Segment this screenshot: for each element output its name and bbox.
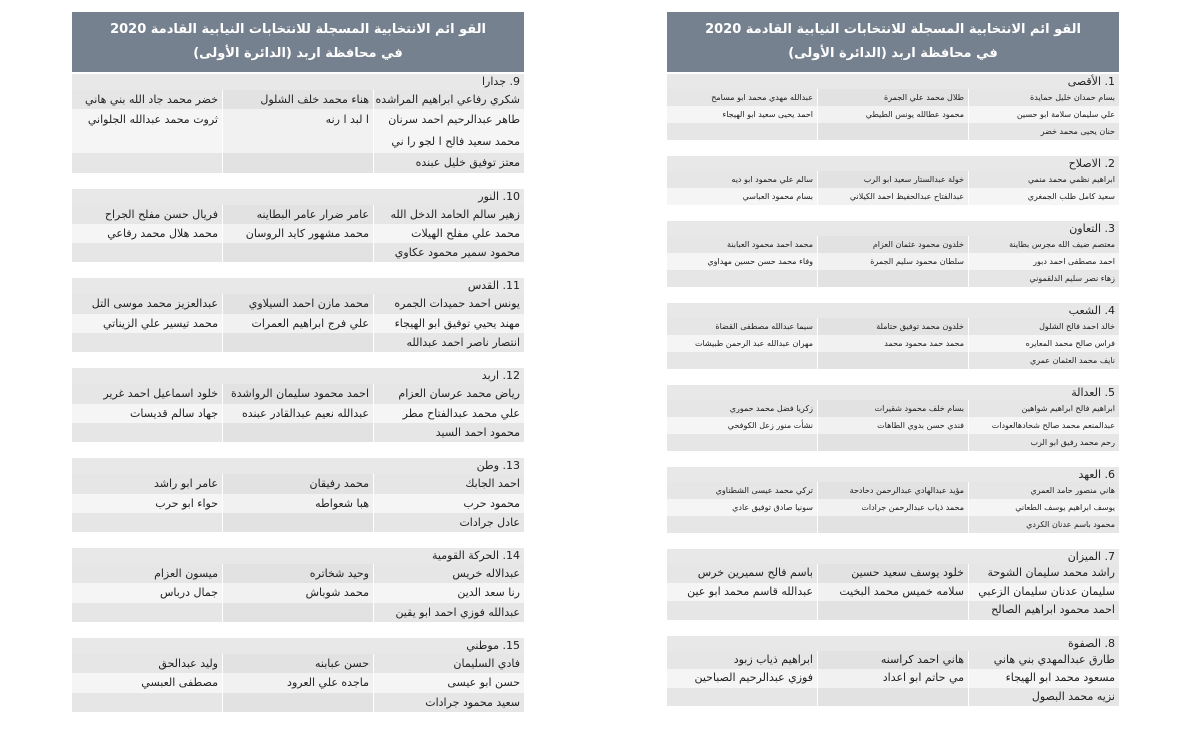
candidate-name-cell: [71, 153, 222, 172]
candidate-name-cell: علي فرج ابراهيم العمرات: [222, 314, 373, 333]
lists-container: [72, 74, 524, 712]
list-title: 13. وطن: [72, 458, 524, 474]
candidate-name-cell: خلدون محمود عثمان العزام: [817, 236, 968, 253]
candidate-name-cell: [71, 693, 222, 712]
table-row: [667, 270, 1119, 287]
candidate-name-cell: [666, 601, 817, 620]
candidate-name-cell: وفاء محمد حسن حسين مهداوي: [666, 253, 817, 270]
candidate-name-cell: خلدون محمد توفيق حتاملة: [817, 318, 968, 335]
candidate-name-cell: بسام محمود العباسي: [666, 188, 817, 205]
table-row: [667, 688, 1119, 707]
candidate-name-cell: علي سليمان سلامة ابو حسين: [968, 106, 1119, 123]
candidate-name-cell: [71, 423, 222, 442]
candidate-name-cell: [666, 516, 817, 533]
table-row: [667, 417, 1119, 434]
table-row: [667, 253, 1119, 270]
candidate-name-cell: [222, 603, 373, 622]
candidate-name-cell: احمد محمود سليمان الرواشدة: [222, 384, 373, 403]
candidate-name-cell: عامر ابو راشد: [71, 474, 222, 493]
candidate-name-cell: زهاء نصر سليم الدلقموني: [968, 270, 1119, 287]
candidate-name-cell: انتصار ناصر احمد عبدالله: [373, 333, 524, 352]
table-row: [72, 494, 524, 513]
candidate-name-cell: [817, 352, 968, 369]
candidate-name-cell: فريال حسن مفلح الجراح: [71, 205, 222, 224]
candidate-name-cell: زكريا فضل محمد حموري: [666, 400, 817, 417]
candidate-name-cell: [817, 123, 968, 140]
candidate-name-cell: جمال درباس: [71, 583, 222, 602]
lists-container: [667, 74, 1119, 706]
table-row: [667, 352, 1119, 369]
list-title: 2. الاصلاح: [667, 156, 1119, 171]
candidate-name-cell: محمد مازن احمد السيلاوي: [222, 294, 373, 313]
table-row: [667, 516, 1119, 533]
table-row: [667, 106, 1119, 123]
candidate-name-cell: [222, 423, 373, 442]
candidate-name-cell: [222, 153, 373, 172]
candidate-name-cell: باسم فالح سميرين خرس: [666, 564, 817, 583]
candidate-name-cell: محمود عطالله يونس الطيطي: [817, 106, 968, 123]
list-title: 6. العهد: [667, 467, 1119, 482]
candidate-name-cell: رحم محمد رفيق ابو الرب: [968, 434, 1119, 451]
list-title: 9. جدارا: [72, 74, 524, 90]
list-title: 3. التعاون: [667, 221, 1119, 236]
candidate-name-cell: محمد حمد محمود محمد: [817, 335, 968, 352]
candidate-name-cell: [666, 688, 817, 707]
candidate-name-cell: محمود باسم عدنان الكردي: [968, 516, 1119, 533]
candidate-name-cell: حنان يحيى محمد خضر: [968, 123, 1119, 140]
candidate-name-cell: سيما عبدالله مصطفى القضاة: [666, 318, 817, 335]
candidate-name-cell: مسعود محمد ابو الهيجاء: [968, 669, 1119, 688]
candidate-name-cell: معتز توفيق خليل عبنده: [373, 153, 524, 172]
candidate-name-cell: [817, 516, 968, 533]
list-title: 7. الميزان: [667, 549, 1119, 564]
candidate-name-cell: هناء محمد خلف الشلول: [222, 90, 373, 109]
table-row: [72, 474, 524, 493]
candidate-name-cell: نشأت منور زعل الكوفحي: [666, 417, 817, 434]
electoral-list-section: [667, 74, 1119, 140]
table-row: [72, 243, 524, 262]
table-row: [667, 89, 1119, 106]
candidate-name-cell: عامر ضرار عامر البطاينه: [222, 205, 373, 224]
candidate-name-cell: زهير سالم الحامد الدخل الله: [373, 205, 524, 224]
candidate-name-cell: احمد يحيى سعيد ابو الهيجاء: [666, 106, 817, 123]
candidate-name-cell: محمود سمير محمود عكاوي: [373, 243, 524, 262]
candidate-name-cell: [222, 333, 373, 352]
candidate-name-cell: شكري رفاعي ابراهيم المراشده: [373, 90, 524, 109]
electoral-list-section: [72, 458, 524, 532]
electoral-list-section: [72, 74, 524, 173]
table-row: [667, 188, 1119, 205]
candidate-name-cell: [817, 434, 968, 451]
table-row: [667, 482, 1119, 499]
candidate-name-cell: محمود حرب: [373, 494, 524, 513]
table-row: [667, 335, 1119, 352]
candidate-name-cell: احمد مصطفى احمد دبور: [968, 253, 1119, 270]
table-row: [667, 434, 1119, 451]
candidate-name-cell: محمود احمد السيد: [373, 423, 524, 442]
left-panel: [72, 12, 524, 728]
candidate-name-cell: [71, 513, 222, 532]
electoral-list-section: [667, 385, 1119, 451]
candidate-name-cell: [817, 270, 968, 287]
electoral-list-section: [667, 636, 1119, 707]
candidate-name-cell: جهاد سالم قديسات: [71, 404, 222, 423]
electoral-list-section: [667, 467, 1119, 533]
candidate-name-cell: رياض محمد عرسان العزام: [373, 384, 524, 403]
candidate-name-cell: خضر محمد جاد الله بني هاني: [71, 90, 222, 109]
candidate-name-cell: [222, 693, 373, 712]
candidate-name-cell: ابراهيم ذياب زبود: [666, 651, 817, 670]
table-row: [667, 400, 1119, 417]
candidate-name-cell: سلامه خميس محمد البخيت: [817, 583, 968, 602]
table-row: [72, 583, 524, 602]
candidate-name-cell: رنا سعد الدين: [373, 583, 524, 602]
list-title: 15. موطني: [72, 638, 524, 654]
candidate-name-cell: [71, 333, 222, 352]
list-title: 12. اربد: [72, 368, 524, 384]
candidate-name-cell: [222, 513, 373, 532]
electoral-list-section: [72, 368, 524, 442]
candidate-name-cell: يونس احمد حميدات الجمره: [373, 294, 524, 313]
header-title-line1: القو ائم الانتخابية المسجلة للانتخابات النيابية القادمة 2020: [110, 22, 486, 37]
candidate-name-cell: عادل جرادات: [373, 513, 524, 532]
candidate-name-cell: سونيا صادق توفيق عادي: [666, 499, 817, 516]
panel-header: [72, 12, 524, 72]
table-row: [72, 314, 524, 333]
candidate-name-cell: [666, 270, 817, 287]
candidate-name-cell: محمد هلال محمد رفاعي: [71, 224, 222, 243]
electoral-list-section: [667, 156, 1119, 205]
list-title: 8. الصفوة: [667, 636, 1119, 651]
electoral-list-section: [72, 278, 524, 352]
candidate-name-cell: عبدالفتاح عبدالحفيظ احمد الكيلاني: [817, 188, 968, 205]
list-title: 4. الشعب: [667, 303, 1119, 318]
candidate-name-cell: سليمان عدنان سليمان الزعبي: [968, 583, 1119, 602]
list-title: 10. النور: [72, 189, 524, 205]
candidate-name-cell: محمد مشهور كايد الروسان: [222, 224, 373, 243]
electoral-list-section: [72, 189, 524, 263]
candidate-name-cell: حسن عبابنه: [222, 654, 373, 673]
table-row: [72, 603, 524, 622]
header-title-line2: في محافظة اربد (الدائرة الأولى): [788, 46, 998, 61]
candidate-name-cell: [817, 601, 968, 620]
candidate-name-cell: عبدالمنعم محمد صالح شحادهالعودات: [968, 417, 1119, 434]
list-title: 11. القدس: [72, 278, 524, 294]
candidate-name-cell: مهران عبدالله عبد الرحمن طبيشات: [666, 335, 817, 352]
table-row: [72, 404, 524, 423]
candidate-name-cell: عبدالله نعيم عبدالقادر عبنده: [222, 404, 373, 423]
table-row: [667, 583, 1119, 602]
candidate-name-cell: احمد الجابك: [373, 474, 524, 493]
table-row: [72, 294, 524, 313]
candidate-name-cell: سعيد كامل طلب الجمغري: [968, 188, 1119, 205]
candidate-name-cell: فوزي عبدالرحيم الصباحين: [666, 669, 817, 688]
candidate-name-cell: محمد احمد محمود العبابنة: [666, 236, 817, 253]
candidate-name-cell: محمد رفيقان: [222, 474, 373, 493]
table-row: [72, 673, 524, 692]
candidate-name-cell: وحيد شخاتره: [222, 564, 373, 583]
list-title: 14. الحركة القومية: [72, 548, 524, 564]
candidate-name-cell: [71, 243, 222, 262]
table-row: [72, 90, 524, 109]
table-row: [667, 601, 1119, 620]
table-row: [72, 654, 524, 673]
candidate-name-cell: طارق عبدالمهدي بني هاني: [968, 651, 1119, 670]
electoral-list-section: [667, 303, 1119, 369]
candidate-name-cell: مي حاتم ابو اعداد: [817, 669, 968, 688]
table-row: [667, 318, 1119, 335]
candidate-name-cell: نايف محمد العثمان عمري: [968, 352, 1119, 369]
table-row: [72, 109, 524, 153]
candidate-name-cell: ابراهيم نظمي محمد منمي: [968, 171, 1119, 188]
candidate-name-cell: خالد احمد فالح الشلول: [968, 318, 1119, 335]
candidate-name-cell: علي محمد عبدالفتاح مطر: [373, 404, 524, 423]
candidate-name-cell: خولة عبدالستار سعيد ابو الرب: [817, 171, 968, 188]
candidate-name-cell: [666, 434, 817, 451]
candidate-name-cell: خلود يوسف سعيد حسين: [817, 564, 968, 583]
electoral-list-section: [72, 548, 524, 622]
candidate-name-cell: [666, 352, 817, 369]
table-row: [72, 205, 524, 224]
candidate-name-cell: طلال محمد علي الجمرة: [817, 89, 968, 106]
candidate-name-cell: احمد محمود ابراهيم الصالح: [968, 601, 1119, 620]
candidate-name-cell: عبدالاله خريس: [373, 564, 524, 583]
candidate-name-cell: راشد محمد سليمان الشوحة: [968, 564, 1119, 583]
candidate-name-cell: [222, 243, 373, 262]
candidate-name-cell: محمد ذياب عبدالرحمن جرادات: [817, 499, 968, 516]
candidate-name-cell: محمد شوباش: [222, 583, 373, 602]
table-row: [667, 123, 1119, 140]
electoral-list-section: [667, 221, 1119, 287]
candidate-name-cell: [817, 688, 968, 707]
table-row: [667, 499, 1119, 516]
candidate-name-cell: عبدالله مهدي محمد ابو مسامح: [666, 89, 817, 106]
candidate-name-cell: [71, 603, 222, 622]
candidate-name-cell: بسام خلف محمود شقيرات: [817, 400, 968, 417]
list-title: 1. الأقصى: [667, 74, 1119, 89]
candidate-name-cell: عبدالعزيز محمد موسى التل: [71, 294, 222, 313]
table-row: [667, 564, 1119, 583]
candidate-name-cell: مصطفى العبسي: [71, 673, 222, 692]
electoral-list-section: [72, 638, 524, 712]
candidate-name-cell: ثروت محمد عبدالله الجلواني: [71, 109, 222, 153]
candidate-name-cell: تركي محمد عيسى الشطناوي: [666, 482, 817, 499]
candidate-name-cell: ا لبد ا رنه: [222, 109, 373, 153]
candidate-name-cell: سعيد محمود جرادات: [373, 693, 524, 712]
table-row: [72, 693, 524, 712]
candidate-name-cell: فندي حسن بدوي الطاهات: [817, 417, 968, 434]
candidate-name-cell: سلطان محمود سليم الجمرة: [817, 253, 968, 270]
candidate-name-cell: ابراهيم فالح ابراهيم شواهين: [968, 400, 1119, 417]
table-row: [72, 513, 524, 532]
candidate-name-cell: بسام حمدان خليل حمايدة: [968, 89, 1119, 106]
candidate-name-cell: مؤيد عبدالهادي عبدالرحمن دحادحة: [817, 482, 968, 499]
table-row: [667, 171, 1119, 188]
table-row: [667, 651, 1119, 670]
candidate-name-cell: نزيه محمد البصول: [968, 688, 1119, 707]
table-row: [72, 153, 524, 172]
candidate-name-cell: حسن ابو عيسى: [373, 673, 524, 692]
candidate-name-cell: محمد علي مفلح الهيلات: [373, 224, 524, 243]
candidate-name-cell: عبدالله قاسم محمد ابو عين: [666, 583, 817, 602]
candidate-name-cell: عبدالله فوزي احمد ابو يقين: [373, 603, 524, 622]
candidate-name-cell: ماجده علي العرود: [222, 673, 373, 692]
candidate-name-cell: [666, 123, 817, 140]
panel-header: [667, 12, 1119, 72]
right-panel: [667, 12, 1119, 722]
candidate-name-cell: فادي السليمان: [373, 654, 524, 673]
table-row: [667, 236, 1119, 253]
candidate-name-cell: وليد عبدالحق: [71, 654, 222, 673]
table-row: [72, 564, 524, 583]
table-row: [72, 423, 524, 442]
table-row: [72, 333, 524, 352]
header-title-line1: القو ائم الانتخابية المسجلة للانتخابات النيابية القادمة 2020: [705, 22, 1081, 37]
list-title: 5. العدالة: [667, 385, 1119, 400]
candidate-name-cell: خلود اسماعيل احمد غرير: [71, 384, 222, 403]
candidate-name-cell: فراس صالح محمد المعايره: [968, 335, 1119, 352]
table-row: [72, 224, 524, 243]
table-row: [72, 384, 524, 403]
candidate-name-cell: هبا شعواطه: [222, 494, 373, 513]
candidate-name-cell: محمد تيسير علي الزيناتي: [71, 314, 222, 333]
candidate-name-cell: حواء ابو حرب: [71, 494, 222, 513]
candidate-name-cell: هاني منصور حامد العمري: [968, 482, 1119, 499]
candidate-name-cell: يوسف ابراهيم يوسف الطعاني: [968, 499, 1119, 516]
candidate-name-cell: ميسون العزام: [71, 564, 222, 583]
electoral-list-section: [667, 549, 1119, 620]
candidate-name-cell: مهند يحيي توفيق ابو الهيجاء: [373, 314, 524, 333]
candidate-name-cell: طاهر عبدالرحيم احمد سرنان محمد سعيد فالح ا لجو را ني: [373, 109, 524, 153]
candidate-name-cell: هاني احمد كراسنه: [817, 651, 968, 670]
candidate-name-cell: معتصم ضيف الله مجرس بطاينة: [968, 236, 1119, 253]
table-row: [667, 669, 1119, 688]
candidate-name-cell: سالم علي محمود ابو ديه: [666, 171, 817, 188]
header-title-line2: في محافظة اربد (الدائرة الأولى): [193, 46, 403, 61]
